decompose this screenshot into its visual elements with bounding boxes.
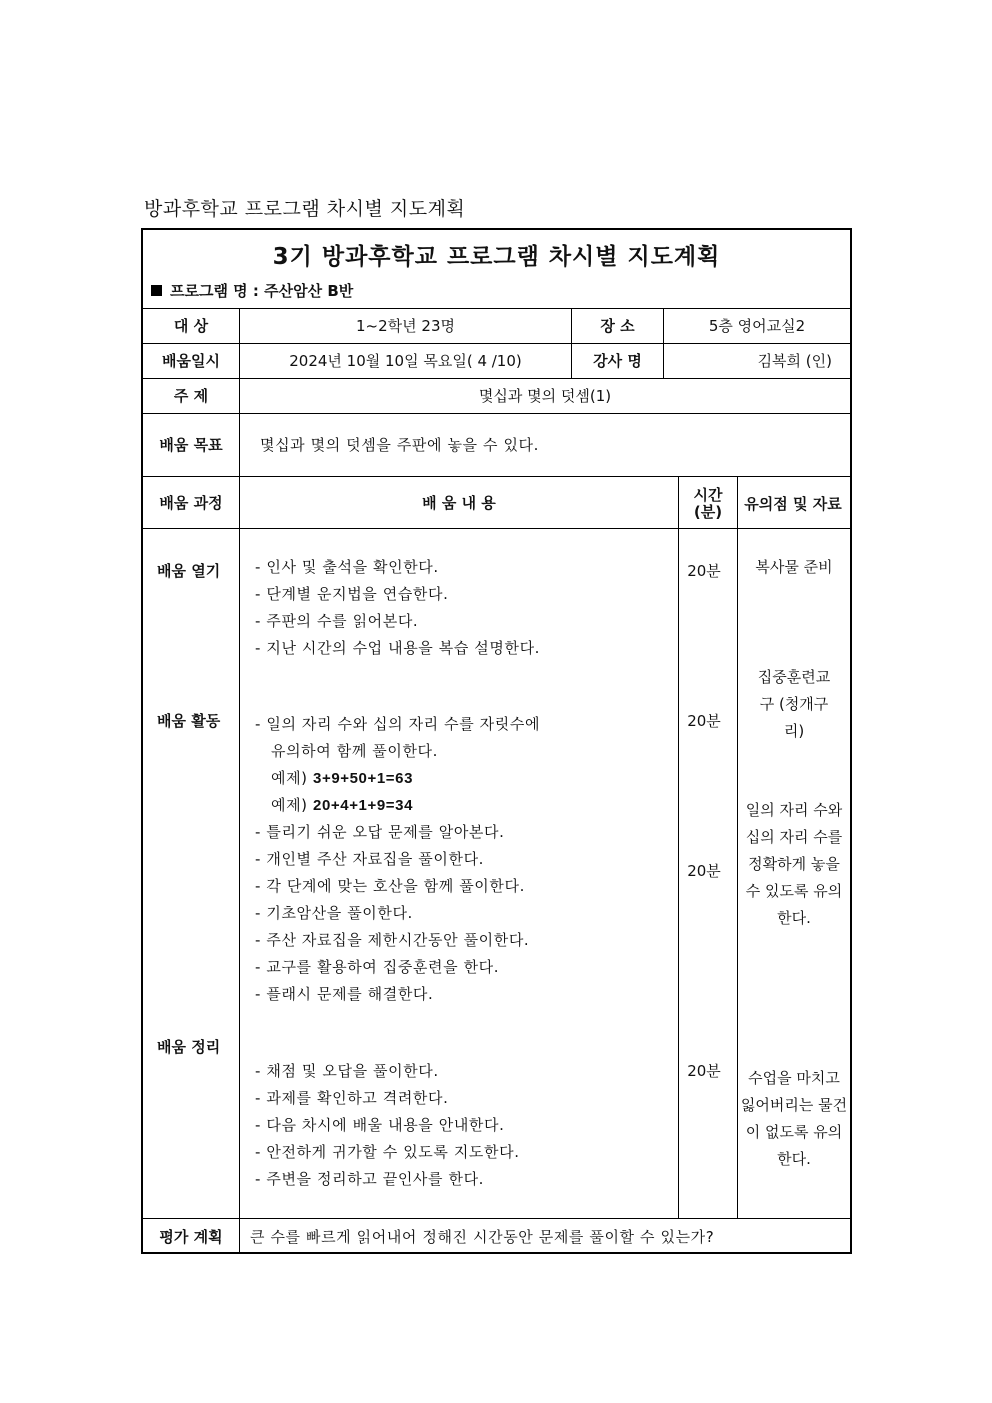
place-value: 5층 영어교실2 [708, 317, 806, 335]
example-line [255, 765, 540, 792]
header-process: 배움 과정 [159, 493, 223, 512]
list-item: - 기초암산을 풀이한다. [255, 904, 413, 922]
goal-value: 몇십과 몇의 덧셈을 주판에 놓을 수 있다. [260, 436, 540, 454]
square-bullet-icon [151, 285, 162, 296]
header-time: 시간 (분) [693, 486, 723, 521]
list-item: - 단계별 운지법을 연습한다. [255, 585, 449, 603]
list-item: - 플래시 문제를 해결한다. [255, 985, 434, 1003]
program-label: 프로그램 명 [170, 282, 248, 300]
header-content: 배 움 내 용 [422, 493, 496, 512]
time-open: 20분 [687, 562, 721, 580]
time-activity: 20분 [687, 712, 721, 730]
lesson-plan-table [141, 228, 852, 1254]
list-item: - 인사 및 출석을 확인한다. [255, 558, 439, 576]
note-open: 복사물 준비 [755, 558, 833, 576]
time-close: 20분 [687, 1062, 721, 1080]
content-open [255, 554, 540, 662]
list-item: - 주변을 정리하고 끝인사를 한다. [255, 1170, 485, 1188]
note-activity: 집중훈련교구 (청개구리) [757, 668, 831, 740]
target-label: 대 상 [173, 317, 209, 335]
stage-open-label: 배움 열기 [157, 562, 221, 580]
list-item: - 교구를 활용하여 집중훈련을 한다. [255, 958, 500, 976]
divider [678, 476, 679, 1218]
list-item: - 일의 자리 수와 십의 자리 수를 자릿수에 [255, 715, 541, 733]
stage-activity-label: 배움 활동 [157, 712, 221, 730]
divider [737, 476, 738, 1218]
date-label: 배움일시 [162, 352, 220, 370]
example-label: 예제) [271, 769, 308, 787]
list-item: 유의하여 함께 풀이한다. [271, 742, 439, 760]
evaluation-value: 큰 수를 빠르게 읽어내어 정해진 시간동안 문제를 풀이할 수 있는가? [250, 1228, 715, 1246]
date-value: 2024년 10월 10일 목요일( 4 /10) [289, 352, 522, 370]
list-item: - 다음 차시에 배울 내용을 안내한다. [255, 1116, 505, 1134]
evaluation-label: 평가 계획 [159, 1228, 223, 1246]
content-activity [255, 711, 540, 1008]
program-value: 주산암산 B반 [264, 282, 354, 300]
place-label: 장 소 [600, 317, 635, 335]
example-expression: 20+4+1+9=34 [313, 797, 414, 814]
list-item: - 개인별 주산 자료집을 풀이한다. [255, 850, 485, 868]
list-item: - 각 단계에 맞는 호산을 함께 풀이한다. [255, 877, 525, 895]
topic-label: 주 제 [173, 387, 209, 405]
list-item: - 주산 자료집을 제한시간동안 풀이한다. [255, 931, 530, 949]
example-line [255, 792, 540, 819]
list-item: - 과제를 확인하고 격려한다. [255, 1089, 449, 1107]
teacher-label: 강사 명 [593, 352, 642, 370]
target-value: 1~2학년 23명 [356, 317, 455, 335]
header-notes: 유의점 및 자료 [744, 494, 842, 513]
list-item: - 지난 시간의 수업 내용을 복습 설명한다. [255, 639, 541, 657]
stage-close-label: 배움 정리 [157, 1038, 221, 1056]
divider [239, 308, 240, 1252]
goal-label: 배움 목표 [159, 436, 223, 454]
note-practice: 일의 자리 수와 십의 자리 수를 정확하게 놓을 수 있도록 유의한다. [745, 801, 843, 927]
content-close [255, 1058, 520, 1193]
list-item: - 틀리기 쉬운 오답 문제를 알아본다. [255, 823, 505, 841]
time-practice: 20분 [687, 862, 721, 880]
program-name-line: 프로그램 명 : 주산암산 B반 [151, 280, 353, 301]
example-label: 예제) [271, 796, 308, 814]
document-title: 방과후학교 프로그램 차시별 지도계획 [144, 198, 466, 220]
main-title: 3기 방과후학교 프로그램 차시별 지도계획 [272, 244, 721, 270]
topic-value: 몇십과 몇의 덧셈(1) [478, 387, 612, 405]
divider [143, 528, 850, 529]
teacher-value: 김복희 (인) [757, 352, 832, 370]
list-item: - 안전하게 귀가할 수 있도록 지도한다. [255, 1143, 520, 1161]
list-item: - 채점 및 오답을 풀이한다. [255, 1062, 439, 1080]
list-item: - 주판의 수를 읽어본다. [255, 612, 419, 630]
example-expression: 3+9+50+1=63 [313, 770, 414, 787]
note-close: 수업을 마치고 잃어버리는 물건이 없도록 유의한다. [740, 1069, 848, 1168]
